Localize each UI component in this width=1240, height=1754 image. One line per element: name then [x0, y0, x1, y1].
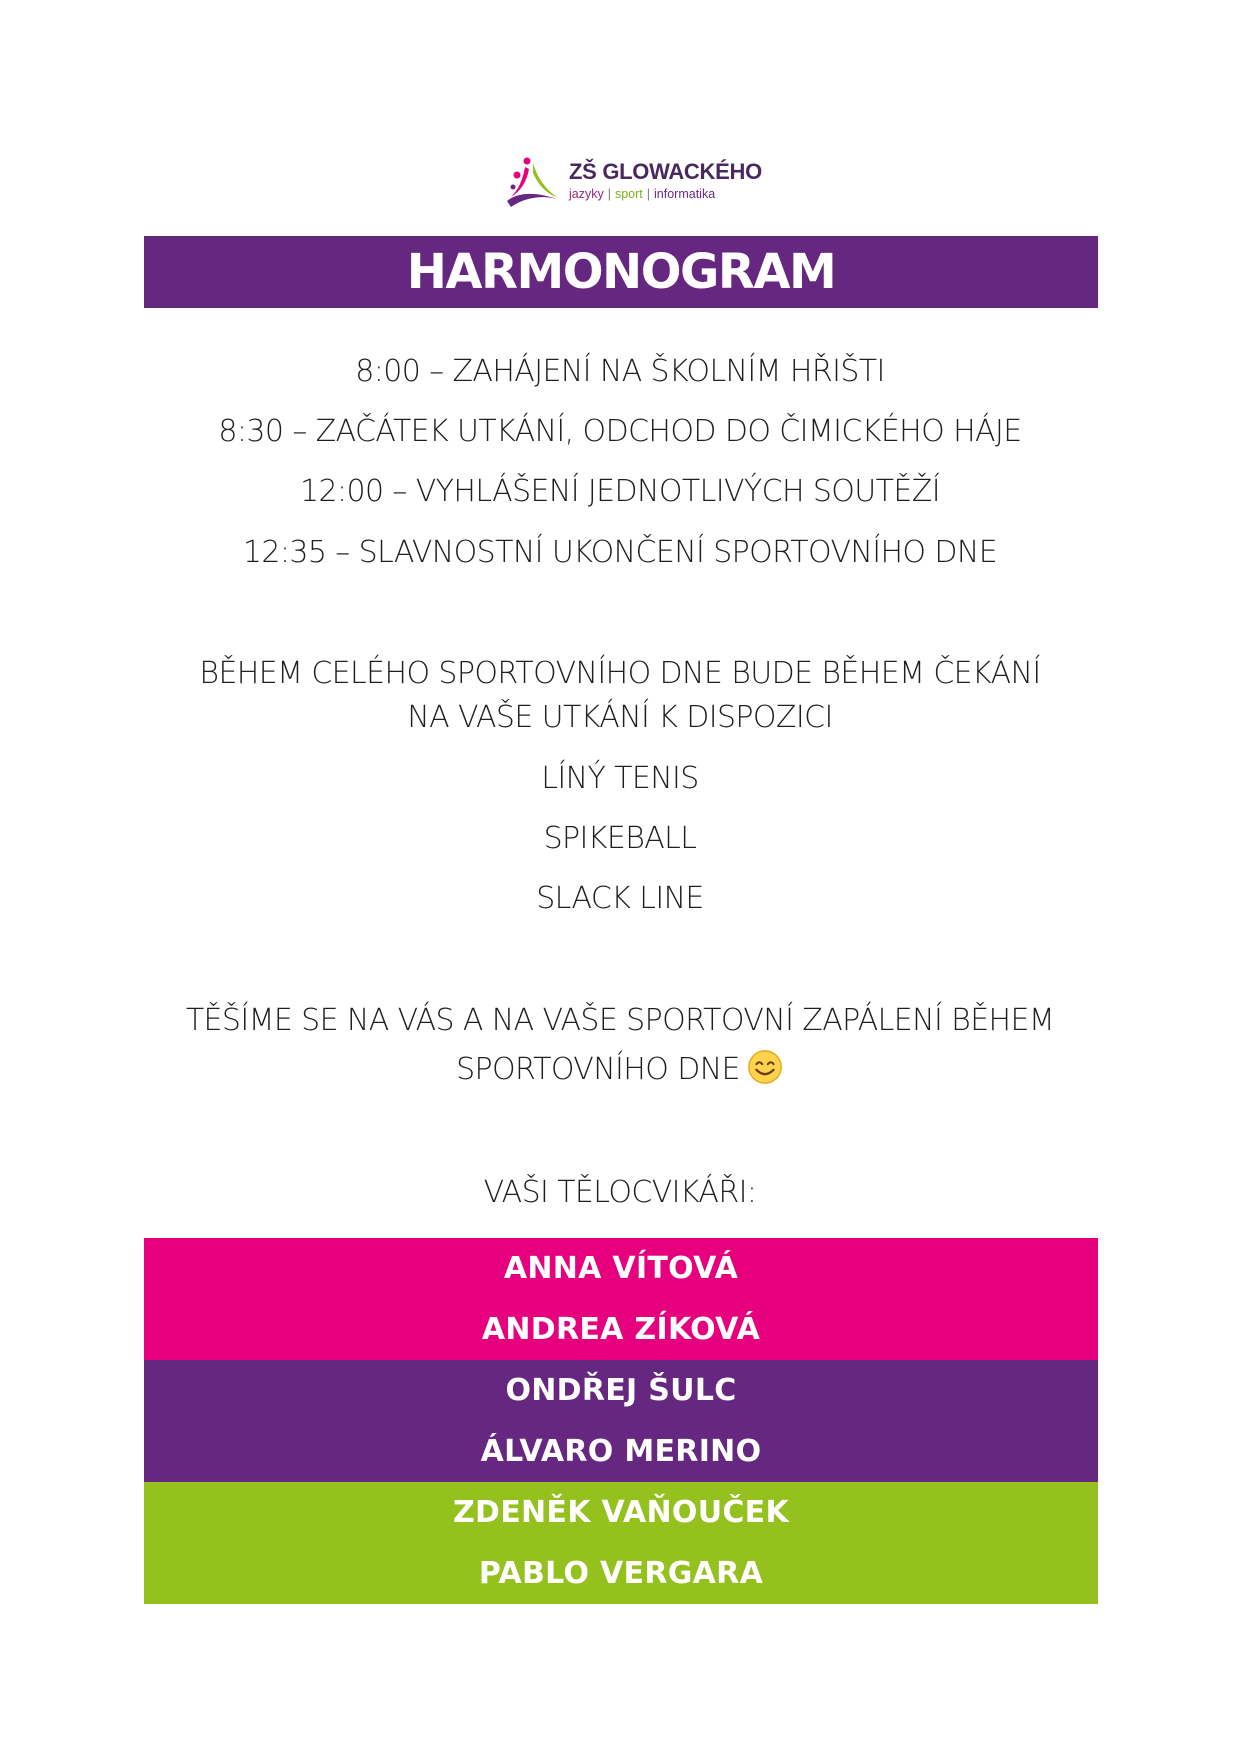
- school-logo: [503, 155, 762, 215]
- teachers-list: [144, 1238, 1098, 1604]
- teacher-name: ÁLVARO MERINO: [144, 1421, 1098, 1482]
- schedule-item: 12:00 – VYHLÁŠENÍ JEDNOTLIVÝCH SOUTĚŽÍ: [300, 474, 940, 509]
- smiley-face-icon: [746, 1048, 784, 1086]
- tagline-languages: jazyky: [569, 187, 604, 201]
- activity-item: SLACK LINE: [536, 881, 704, 916]
- school-tagline: [569, 187, 715, 201]
- schedule-item: 8:30 – ZAČÁTEK UTKÁNÍ, ODCHOD DO ČIMICKÉHO HÁJE: [218, 414, 1022, 449]
- schedule-item: 8:00 – ZAHÁJENÍ NA ŠKOLNÍM HŘIŠTI: [355, 354, 885, 389]
- activity-item: SPIKEBALL: [543, 821, 697, 856]
- teacher-name: ZDENĚK VAŇOUČEK: [144, 1482, 1098, 1543]
- teachers-heading: VAŠI TĚLOCVIKÁŘI:: [483, 1175, 757, 1210]
- title-banner: [144, 236, 1098, 308]
- teacher-name: ONDŘEJ ŠULC: [144, 1360, 1098, 1421]
- closing-line: SPORTOVNÍHO DNE: [456, 1052, 740, 1087]
- school-logo-mark-icon: [503, 155, 561, 213]
- tagline-sport: sport: [614, 187, 643, 201]
- page-title: HARMONOGRAM: [406, 244, 836, 300]
- activities-intro-line: BĚHEM CELÉHO SPORTOVNÍHO DNE BUDE BĚHEM ČEKÁNÍ: [199, 656, 1041, 691]
- teacher-name: ANDREA ZÍKOVÁ: [144, 1299, 1098, 1360]
- tagline-informatics: informatika: [654, 187, 716, 201]
- tagline-separator: |: [646, 187, 651, 201]
- schedule-item: 12:35 – SLAVNOSTNÍ UKONČENÍ SPORTOVNÍHO DNE: [242, 535, 998, 570]
- tagline-separator: |: [607, 187, 611, 201]
- closing-line: TĚŠÍME SE NA VÁS A NA VAŠE SPORTOVNÍ ZAPÁLENÍ BĚHEM: [185, 1003, 1055, 1038]
- activities-intro-line: NA VAŠE UTKÁNÍ K DISPOZICI: [407, 700, 833, 735]
- activity-item: LÍNÝ TENIS: [541, 761, 699, 796]
- teacher-name: ANNA VÍTOVÁ: [144, 1238, 1098, 1299]
- teacher-name: PABLO VERGARA: [144, 1543, 1098, 1604]
- closing-line-with-smiley: [0, 1048, 1240, 1087]
- school-name: ZŠ GLOWACKÉHO: [569, 159, 762, 184]
